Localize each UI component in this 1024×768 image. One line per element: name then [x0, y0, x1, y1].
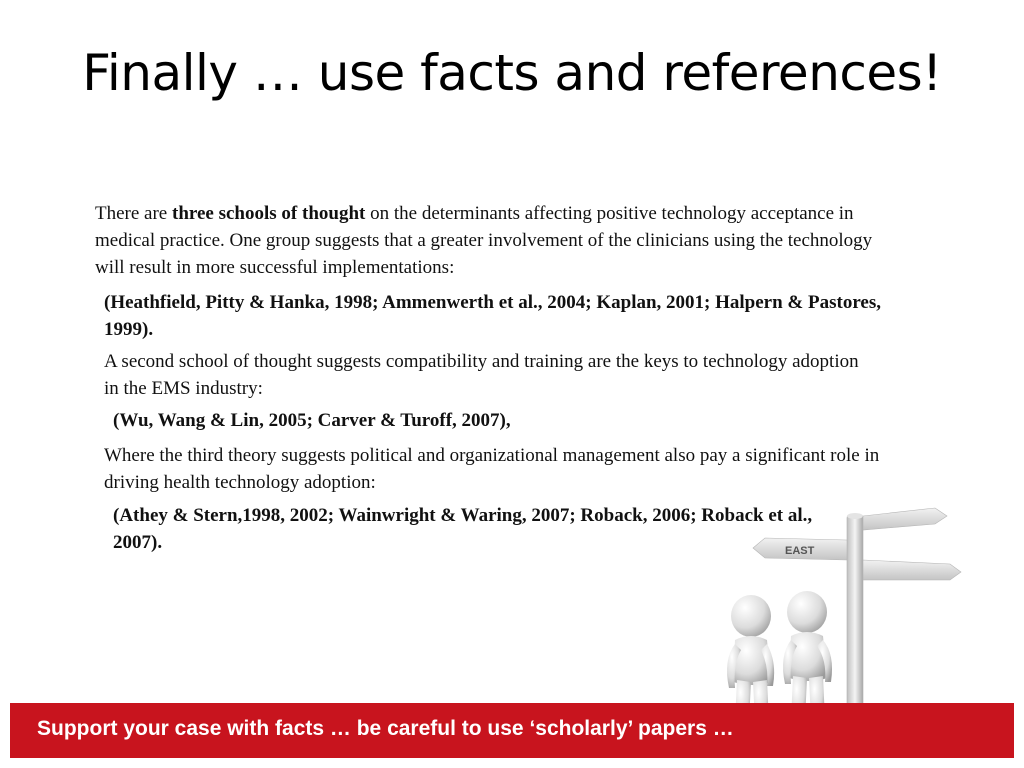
para1-text-after: on the determinants affecting positive technology acceptance in medical practice. One group suggests that a greater involvement of the clinicians using the technology will result in more successful implementations: [95, 203, 873, 278]
slide-title: Finally … use facts and references! [82, 44, 942, 102]
signpost-label: EAST [785, 545, 815, 557]
footer-text: Support your case with facts … be careful to use ‘scholarly’ papers … [37, 717, 734, 740]
para1-text-before: There are [95, 203, 172, 224]
reference-first-school: (Heathfield, Pitty & Hanka, 1998; Ammenwerth et al., 2004; Kaplan, 2001; Halpern & Pastores, 1999). [104, 292, 881, 340]
para1-bold-phrase: three schools of thought [172, 203, 366, 224]
reference-second-school: (Wu, Wang & Lin, 2005; Carver & Turoff, 2007), [113, 410, 511, 431]
paragraph-third-school: Where the third theory suggests political and organizational management also pay a significant role in driving health technology adoption: [104, 445, 880, 493]
paragraph-first-school [95, 200, 905, 281]
paragraph-second-school: A second school of thought suggests compatibility and training are the keys to technology adoption in the EMS industry: [104, 351, 859, 399]
footer-banner [10, 703, 1014, 758]
reference-third-school: (Athey & Stern,1998, 2002; Wainwright & Waring, 2007; Roback, 2006; Roback et al., 2007). [113, 505, 813, 553]
